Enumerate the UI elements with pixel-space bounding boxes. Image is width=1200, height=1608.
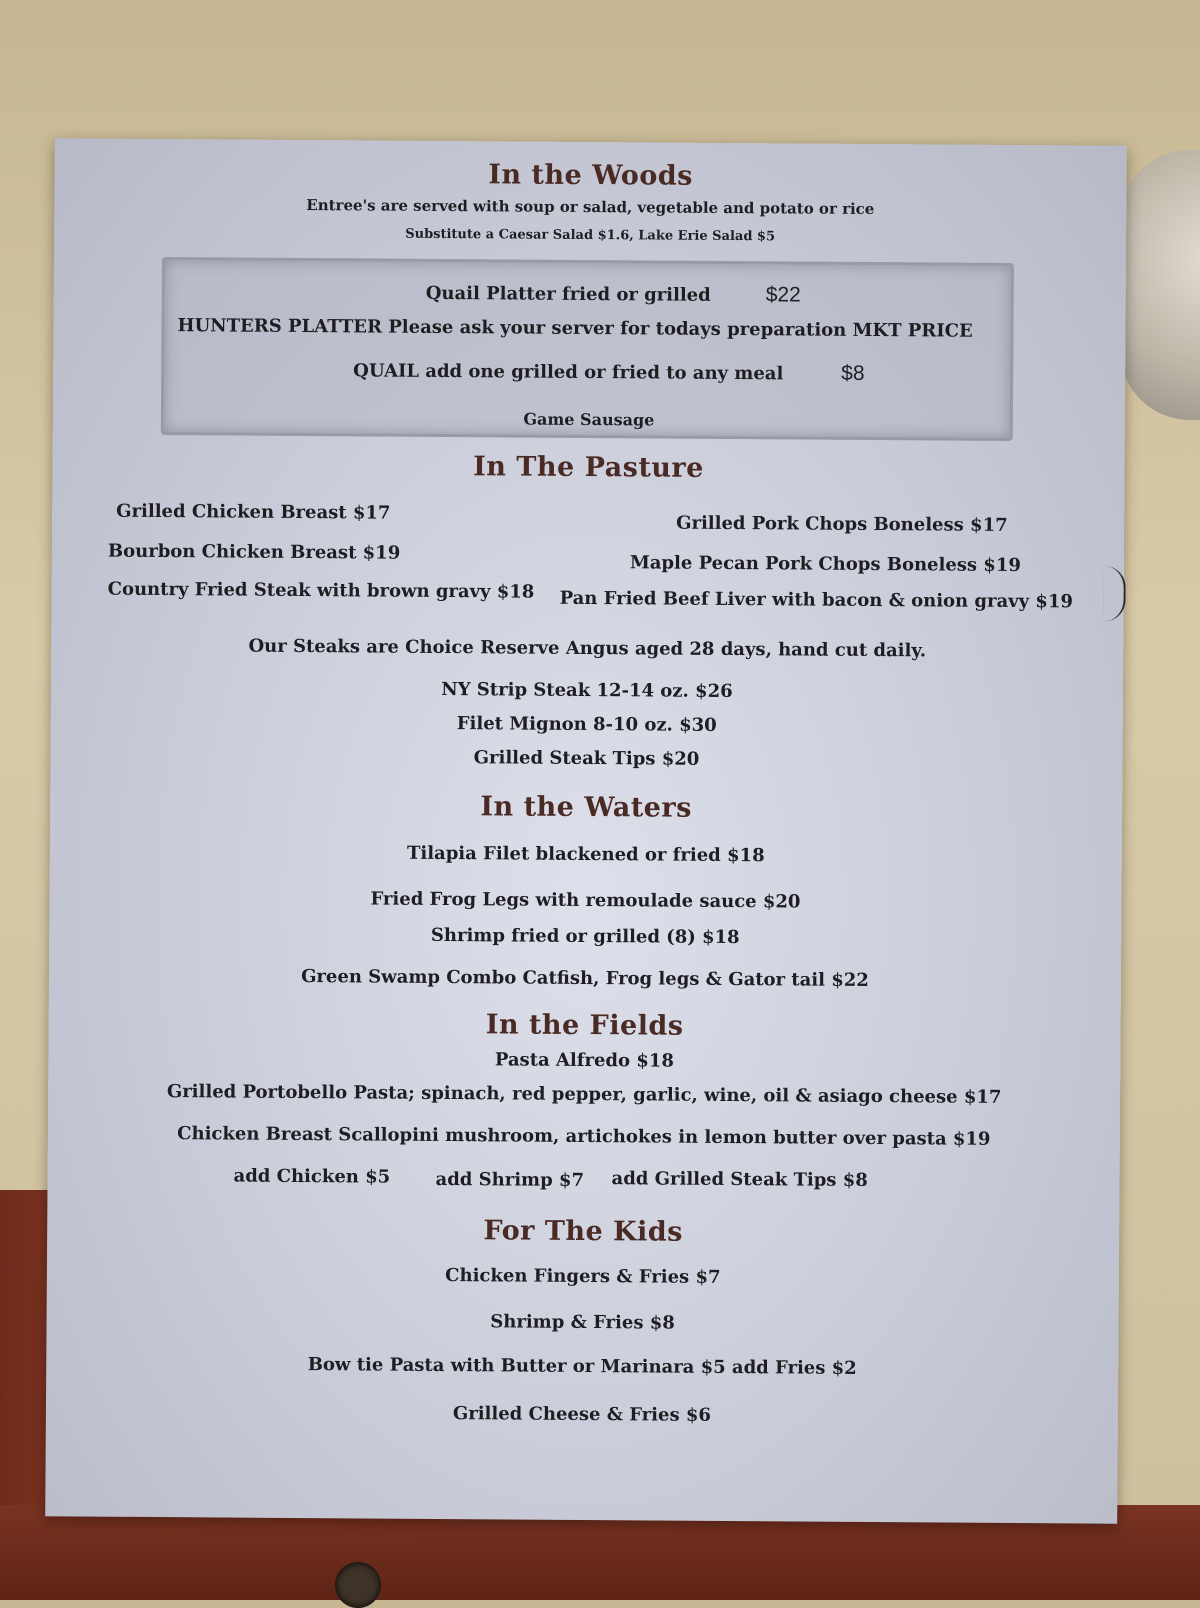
menu-page [45,138,1127,1523]
addon-item: add Shrimp $7 [435,1168,585,1191]
glass [1120,150,1200,420]
section-heading-kids: For The Kids [483,1215,684,1248]
menu-item: NY Strip Steak 12-14 oz. $26 [441,678,733,703]
menu-item: Maple Pecan Pork Chops Boneless $19 [629,552,1021,577]
menu-item: Grilled Pork Chops Boneless $17 [676,512,1008,536]
menu-item: Quail Platter fried or grilled [425,282,711,306]
menu-item-price: $8 [841,361,865,385]
menu-item: Bow tie Pasta with Butter or Marinara $5 add Fries $2 [307,1354,857,1379]
woods-substitute-note: Substitute a Caesar Salad $1.6, Lake Erie Salad $5 [405,226,776,245]
section-heading-pasture: In The Pasture [473,451,705,484]
section-heading-woods: In the Woods [488,159,693,192]
menu-item: Country Fried Steak with brown gravy $18 [107,578,535,603]
menu-item: Fried Frog Legs with remoulade sauce $20 [370,888,801,913]
menu-item-name: HUNTERS PLATTER [177,315,383,338]
menu-item: Shrimp & Fries $8 [490,1311,675,1334]
addon-item: add Chicken $5 [233,1165,391,1188]
menu-item: QUAIL add one grilled or fried to any meal [353,360,784,385]
woods-subtitle: Entree's are served with soup or salad, vegetable and potato or rice [306,196,875,218]
menu-item: Chicken Breast Scallopini mushroom, artichokes in lemon butter over pasta $19 [177,1123,991,1150]
section-heading-fields: In the Fields [485,1009,684,1042]
menu-item: Pan Fried Beef Liver with bacon & onion gravy $19 [559,587,1073,613]
menu-item: Chicken Fingers & Fries $7 [445,1265,721,1288]
menu-item: Tilapia Filet blackened or fried $18 [406,842,765,867]
menu-item: Bourbon Chicken Breast $19 [107,540,401,564]
menu-item-description: Please ask your server for todays preparation MKT PRICE [388,316,973,342]
menu-item: Grilled Steak Tips $20 [473,747,700,770]
cloth-button [335,1562,381,1608]
addon-item: add Grilled Steak Tips $8 [611,1168,868,1191]
menu-item: Grilled Chicken Breast $17 [116,500,391,524]
section-heading-waters: In the Waters [480,791,692,824]
menu-item: Pasta Alfredo $18 [494,1049,674,1072]
menu-item: Grilled Portobello Pasta; spinach, red pepper, garlic, wine, oil & asiago cheese $17 [166,1081,1002,1108]
handwritten-bracket [1103,566,1125,622]
menu-item: Game Sausage [523,409,655,430]
menu-item: Green Swamp Combo Catfish, Frog legs & Gator tail $22 [301,966,869,991]
menu-item: Shrimp fried or grilled (8) $18 [430,924,740,949]
menu-item: Grilled Cheese & Fries $6 [452,1403,712,1426]
menu-item-price: $22 [765,283,801,307]
steak-note: Our Steaks are Choice Reserve Angus aged 28 days, hand cut daily. [248,635,927,662]
menu-item: Filet Mignon 8-10 oz. $30 [456,713,717,736]
